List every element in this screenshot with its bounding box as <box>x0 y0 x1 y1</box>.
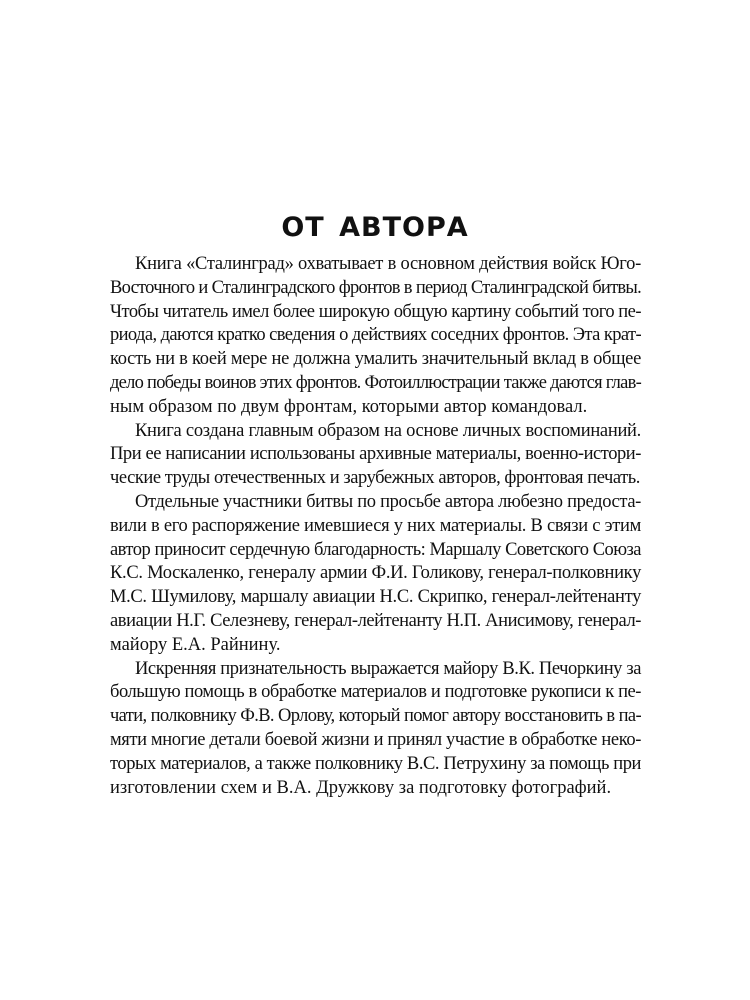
text-line: ческие труды отечественных и зарубежных авторов, фронтовая печать. <box>110 468 640 489</box>
text-line: авиации Н.Г. Селезневу, генерал-лейтенанту Н.П. Анисимову, генерал- <box>110 610 641 631</box>
text-line: изготовлении схем и В.А. Дружкову за подготовку фотографий. <box>110 777 612 798</box>
text-line: Книга «Сталинград» охватывает в основном действия войск Юго- <box>135 254 641 274</box>
text-line: майору Е.А. Райнину. <box>110 634 281 655</box>
paragraph-2 <box>110 420 641 491</box>
text-line: Книга создана главным образом на основе личных воспоминаний. <box>135 420 641 441</box>
body-text <box>110 253 641 800</box>
text-line: Чтобы читатель имел более широкую общую картину событий того пе- <box>110 301 641 322</box>
text-line: кость ни в коей мере не должна умалить значительный вклад в общее <box>110 349 641 370</box>
text-line: чати, полковнику Ф.В. Орлову, который помог автору восстановить в па- <box>110 706 641 727</box>
text-line: М.С. Шумилову, маршалу авиации Н.С. Скрипко, генерал-лейтенанту <box>110 587 641 608</box>
text-line: При ее написании использованы архивные материалы, военно-истори- <box>110 444 641 465</box>
text-line: К.С. Москаленко, генералу армии Ф.И. Голикову, генерал-полковнику <box>110 563 641 584</box>
page-title: ОТ АВТОРА <box>281 212 469 243</box>
paragraph-3 <box>110 491 641 658</box>
text-line: риода, даются кратко сведения о действиях соседних фронтов. Эта крат- <box>110 325 641 346</box>
text-line: Отдельные участники битвы по просьбе автора любезно предоста- <box>135 491 641 512</box>
text-line: Искренняя признательность выражается майору В.К. Печоркину за <box>135 658 641 679</box>
text-line: автор приносит сердечную благодарность: Маршалу Советского Союза <box>110 539 641 560</box>
paragraph-1 <box>110 253 641 420</box>
text-line: мяти многие детали боевой жизни и принял участие в обработке неко- <box>110 729 641 750</box>
text-line: Восточного и Сталинградского фронтов в период Сталинградской битвы. <box>110 277 641 298</box>
text-line: вили в его распоряжение имевшиеся у них материалы. В связи с этим <box>110 515 641 536</box>
text-line: ным образом по двум фронтам, которыми автор командовал. <box>110 396 588 417</box>
text-line: торых материалов, а также полковнику В.С. Петрухину за помощь при <box>110 753 641 774</box>
text-line: дело победы воинов этих фронтов. Фотоиллюстрации также даются глав- <box>110 372 641 393</box>
text-line: большую помощь в обработке материалов и подготовке рукописи к пе- <box>110 682 641 703</box>
paragraph-4 <box>110 658 641 801</box>
